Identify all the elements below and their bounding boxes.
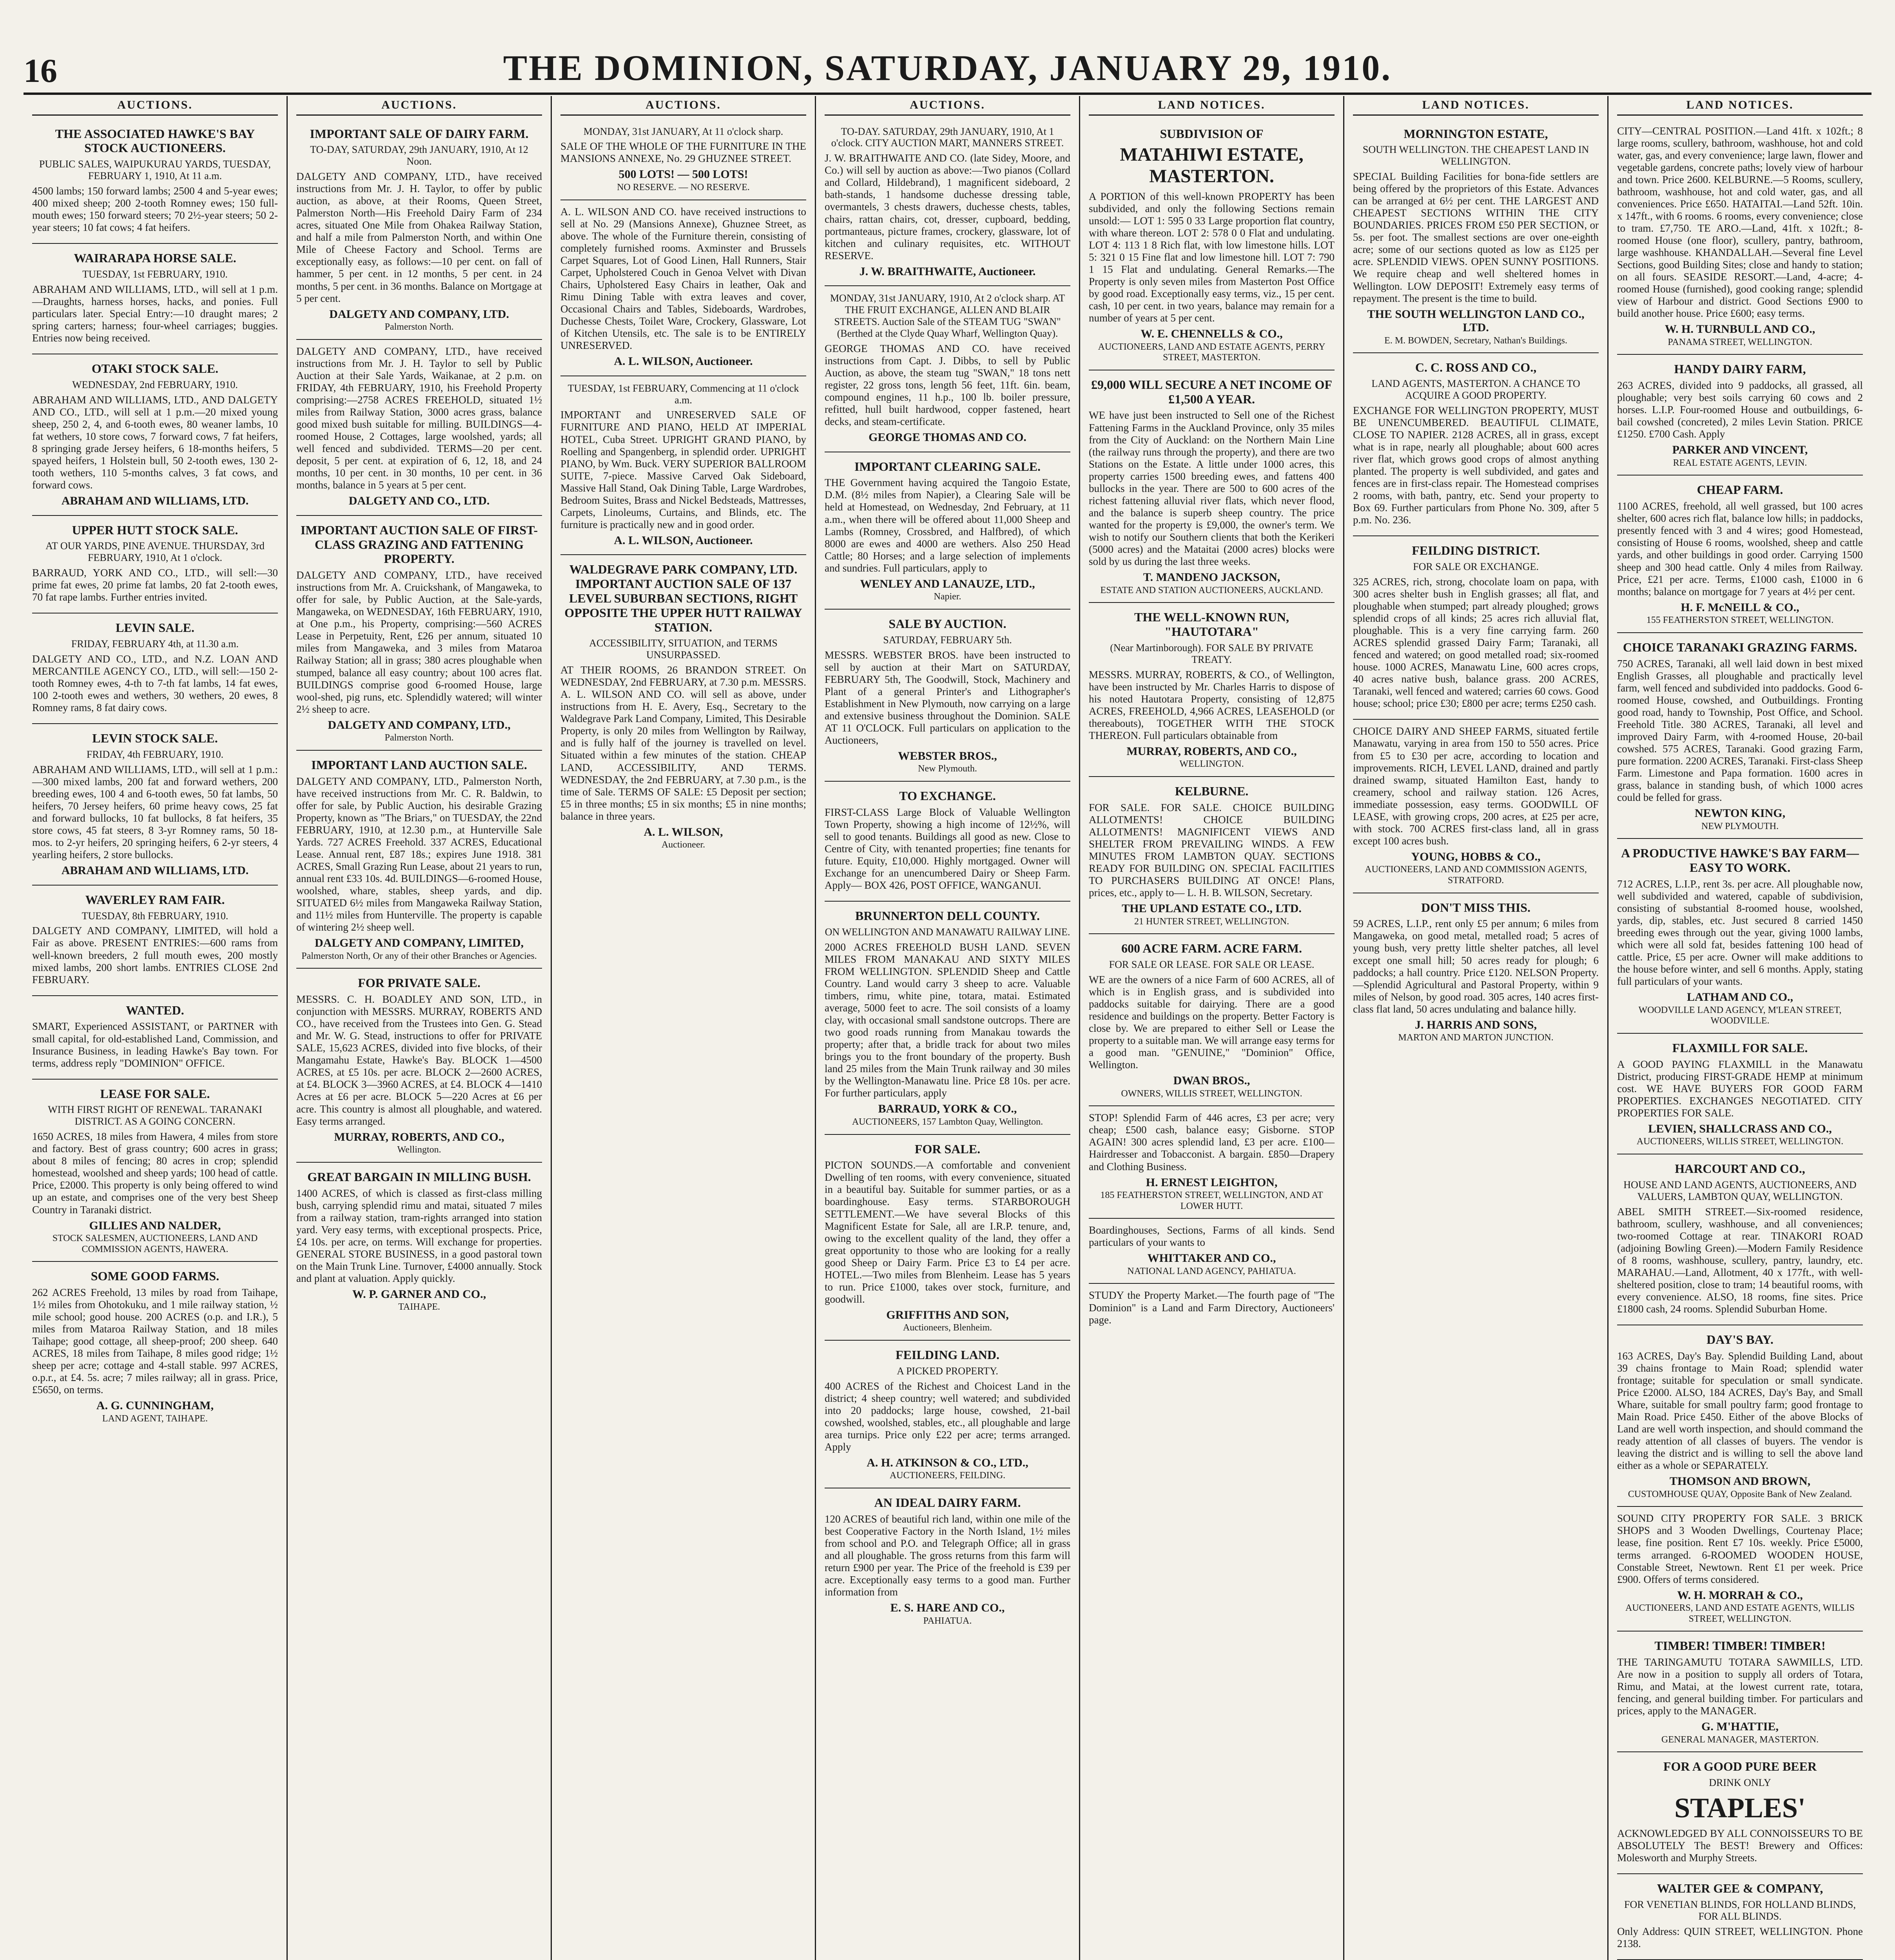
ad-body: 59 ACRES, L.I.P., rent only £5 per annum; 6 miles from Mangaweka, on good metal, metalled road; 5 acres of young bush, very pretty little shelter patches, all level except one small hill; 50 acres ready for plough; 6 paddocks; a hall country. Price £120. NELSON Property.—Splendid Agricultural and Pastoral Property, within 9 miles of Nelson, by good road. 305 acres, 140 acres first-class flat land, 50 acres undulating and balance hilly. xyxy=(1353,918,1599,1015)
ad-heading: FOR A GOOD PURE BEER xyxy=(1663,1759,1817,1774)
ad-body: 750 ACRES, Taranaki, all well laid down in best mixed English Grasses, all ploughable and practically level farm, well fenced and subdivided into paddocks. Good 6-roomed House, cowshed, and Outbuildings. Fronting good road, handy to Township, Post Office, and School. Freehold Title. 380 ACRES, Taranaki, all level and improved Dairy Farm, with 4-roomed House, 20-bail cowshed. 575 ACRES, Taranaki. Good grazing Farm, pure formation. 2200 ACRES, Taranaki. First-class Sheep Farm. Limestone and Papa formation. 1600 acres in grass, balance in standing bush, of which 1000 acres could be felled for grass. xyxy=(1617,657,1863,804)
column-heading: LAND NOTICES. xyxy=(1089,96,1335,116)
ad-subheading: TUESDAY, 8th FEBRUARY, 1910. xyxy=(82,910,228,922)
column-4 xyxy=(815,96,1079,1960)
advertisement xyxy=(1089,1219,1335,1284)
ad-signature: GEORGE THOMAS AND CO. xyxy=(869,431,1026,444)
ad-subheading: FRIDAY, 4th FEBRUARY, 1910. xyxy=(86,748,224,760)
advertisement xyxy=(1353,120,1599,354)
advertisement xyxy=(32,886,278,996)
advertisement xyxy=(1089,1106,1335,1219)
advertisement xyxy=(32,244,278,354)
masthead-rule xyxy=(24,93,1871,95)
ad-heading: CHOICE TARANAKI GRAZING FARMS. xyxy=(1623,640,1857,654)
advertisement xyxy=(1617,1507,1863,1632)
advertisement xyxy=(32,724,278,886)
advertisement xyxy=(1617,633,1863,839)
ad-body: A. L. WILSON AND CO. have received instructions to sell at No. 29 (Mansions Annexe), Ghuznee Street, as above. The whole of the Furniture therein, consisting of completely furnished rooms. Axminster and Brussels Carpet Squares, Lot of Good Linen, Hall Runners, Stair Carpet, Upholstered Couch in Genoa Velvet with Divan Chairs, Upholstered Easy Chairs in leather, Oak and Rimu Dining Table with extra leaves and cover, Occasional Chairs and Tables, Sideboards, Wardrobes, Duchesse Chests, Toilet Ware, Crockery, Glassware, Lot of Kitchen Utensils, etc. The sale is to be ENTIRELY UNRESERVED. xyxy=(560,205,806,352)
advertisement xyxy=(1617,1034,1863,1154)
ad-subheading: FRIDAY, FEBRUARY 4th, at 11.30 a.m. xyxy=(71,638,239,650)
ad-heading: KELBURNE. xyxy=(1175,784,1249,798)
ad-heading: SUBDIVISION OF xyxy=(1160,126,1264,141)
column-2 xyxy=(287,96,551,1960)
advertisement xyxy=(1617,1154,1863,1325)
ad-signature-detail: PANAMA STREET, WELLINGTON. xyxy=(1668,337,1812,347)
ad-body: 712 ACRES, L.I.P., rent 3s. per acre. All ploughable now, well subdivided and watered, capable of subdivision, consisting of substantial 8-roomed house, woolshed, yards, dip, stables, etc. Just secured 8 carried 1450 breeding ewes through out the year, giving 1000 lambs, which were all sold fat, besides fattening 100 head of cattle. Price, £5 per acre. Owner will make additions to the house before winter, and sell 6 months. Apply, stating full particulars of your wants. xyxy=(1617,878,1863,987)
ad-body: Boardinghouses, Sections, Farms of all kinds. Send particulars of your wants to xyxy=(1089,1224,1335,1249)
ad-signature-detail: WELLINGTON. xyxy=(1179,759,1244,769)
ad-signature-detail: STOCK SALESMEN, AUCTIONEERS, LAND AND COMMISSION AGENTS, HAWERA. xyxy=(52,1233,258,1254)
ad-signature-detail: MARTON AND MARTON JUNCTION. xyxy=(1398,1033,1554,1043)
ad-signature-detail: AUCTIONEERS, FEILDING. xyxy=(889,1470,1006,1481)
ad-signature-detail: PAHIATUA. xyxy=(923,1615,972,1626)
advertisement xyxy=(560,376,806,555)
advertisement xyxy=(32,996,278,1080)
ad-signature-detail: Palmerston North, Or any of their other Branches or Agencies. xyxy=(301,951,537,961)
ad-signature: G. M'HATTIE, xyxy=(1701,1720,1779,1733)
ad-heading: AN IDEAL DAIRY FARM. xyxy=(874,1495,1021,1510)
advertisement xyxy=(296,120,542,340)
ad-signature: LATHAM AND CO., xyxy=(1686,991,1793,1004)
ad-signature: THE UPLAND ESTATE CO., LTD. xyxy=(1122,902,1302,915)
ad-heading: OTAKI STOCK SALE. xyxy=(91,361,219,376)
ad-heading: GREAT BARGAIN IN MILLING BUSH. xyxy=(307,1169,531,1184)
ad-heading: WALDEGRAVE PARK COMPANY, LTD. IMPORTANT AUCTION SALE OF 137 LEVEL SUBURBAN SECTIONS, RIGHT OPPOSITE THE UPPER HUTT RAILWAY STATION. xyxy=(564,562,802,634)
ad-signature-detail: OWNERS, WILLIS STREET, WELLINGTON. xyxy=(1121,1088,1302,1099)
ad-body: CHOICE DAIRY AND SHEEP FARMS, situated fertile Manawatu, varying in area from 150 to 550 acres. Price from £5 to £30 per acre, according to location and improvements. RICH, LEVEL LAND, drained and partly drained swamp, situated Hamilton East, handy to creamery, school and railway station. 126 Acres, immediate possession, easy terms. GOODWILL OF LEASE, with growing crops, 200 acres, at £25 per acre, with stock. 700 ACRES first-class land, all in grass except 100 acres bush. xyxy=(1353,725,1599,847)
ad-body: IMPORTANT and UNRESERVED SALE OF FURNITURE AND PIANO, HELD AT IMPERIAL HOTEL, Cuba Street. UPRIGHT GRAND PIANO, by Roelling and Spangenberg, in splendid order. UPRIGHT PIANO, by Wm. Buck. VERY SUPERIOR BALLROOM SUITE, 7-piece. Massive Carved Oak Sideboard, Massive Hall Stand, Oak Dining Table, Large Wardrobes, Bedroom Suites, Brass and Nickel Bedsteads, Mattresses, Carpets, Linoleums, Curtains, and Blinds, etc. The furniture is practically new and in good order. xyxy=(560,409,806,530)
advertisement xyxy=(32,120,278,244)
ad-signature-detail: AUCTIONEERS, WILLIS STREET, WELLINGTON. xyxy=(1636,1136,1844,1147)
ad-subheading: TO-DAY, SATURDAY, 29th JANUARY, 1910, At 12 Noon. xyxy=(310,144,528,167)
ad-body: EXCHANGE FOR WELLINGTON PROPERTY, MUST BE UNENCUMBERED. BEAUTIFUL CLIMATE, CLOSE TO NAPIER. 2128 ACRES, all in grass, except what is in rape, nearly all ploughable; about 600 acres river flat, which grows good crops of almost anything planted. The property is well subdivided, and gates and fences are in first-class repair. The Homestead comprises 2 rooms, with bath, pantry, etc. Send your property to Box 69. Further particulars from Phone No. 309, after 5 p.m. No. 236. xyxy=(1353,404,1599,526)
ad-subheading: FOR SALE OR EXCHANGE. xyxy=(1413,561,1539,573)
ad-heading: IMPORTANT AUCTION SALE OF FIRST-CLASS GRAZING AND FATTENING PROPERTY. xyxy=(300,523,538,566)
ad-heading: TIMBER! TIMBER! TIMBER! xyxy=(1654,1639,1826,1653)
ad-heading: LEVIN SALE. xyxy=(116,621,194,635)
ad-body: DALGETY AND COMPANY, LIMITED, will hold a Fair as above. PRESENT ENTRIES:—600 rams from well-known breeders, 2 full mouth ewes, 200 mostly mixed lambs, 200 short lambs. ENTRIES CLOSE 2nd FEBRUARY. xyxy=(32,925,278,985)
ad-signature-detail: 185 FEATHERSTON STREET, WELLINGTON, AND AT LOWER HUTT. xyxy=(1100,1190,1323,1211)
ad-body: DALGETY AND COMPANY, LTD., have received instructions from Mr. A. Cruickshank, of Mangaweka, to offer for sale, by Public Auction, at the Sale-yards, Mangaweka, on WEDNESDAY, 16th FEBRUARY, 1910, at One p.m., his Property, comprising:—560 ACRES Lease in Perpetuity, Rent, £26 per annum, situated 10 miles from Mangaweka, and 3 miles from Mataroa Railway Station; all in grass; 380 acres ploughable when stumped, balance all easy country; about 100 acres flat. BUILDINGS comprise good 6-roomed House, large wool-shed, pig runs, etc. Splendidly watered; will winter 2½ sheep to acre. xyxy=(296,569,542,715)
ad-heading: UPPER HUTT STOCK SALE. xyxy=(72,523,238,537)
advertisement xyxy=(1089,1284,1335,1335)
column-1 xyxy=(24,96,287,1960)
ad-signature-detail: Wellington. xyxy=(397,1145,441,1155)
advertisement xyxy=(1089,934,1335,1106)
ad-body: 263 ACRES, divided into 9 paddocks, all grassed, all ploughable; very best soils carrying 60 cows and 2 horses. L.I.P. Four-roomed House and outbuildings, 6-bail cowshed (concreted), 2 miles Levin Station. PRICE £1250. £700 Cash. Apply xyxy=(1617,379,1863,440)
ad-subheading: ACCESSIBILITY, SITUATION, and TERMS UNSURPASSED. xyxy=(589,637,778,661)
ad-heading: 600 ACRE FARM. ACRE FARM. xyxy=(1121,941,1302,956)
column-5 xyxy=(1079,96,1343,1960)
ad-body: 262 ACRES Freehold, 13 miles by road from Taihape, 1½ miles from Ohotokuku, and 1 mile railway station, ½ mile school; good house. 200 ACRES (o.p. and I.R.), 5 miles from Mataroa Railway Station, and 18 miles Taihape; good cottage, all sheep-proof; 200 sheep. 640 ACRES, 18 miles from Taihape, 8 miles good ridge; 1½ sheep per acre; cottage and 4-stall stable. 997 ACRES, o.p.r., at £4. 5s. acre; 7 miles railway; all in grass. Price, £5650, on terms. xyxy=(32,1287,278,1396)
advertisement xyxy=(1089,603,1335,777)
ad-signature: YOUNG, HOBBS & CO., xyxy=(1411,850,1541,863)
ad-body: ACKNOWLEDGED BY ALL CONNOISSEURS TO BE ABSOLUTELY The BEST! Brewery and Offices: Molesworth and Murphy Streets. xyxy=(1617,1827,1863,1864)
ad-signature-detail: CUSTOMHOUSE QUAY, Opposite Bank of New Zealand. xyxy=(1628,1489,1852,1499)
ad-subheading: SOUTH WELLINGTON. THE CHEAPEST LAND IN WELLINGTON. xyxy=(1362,144,1589,167)
ad-heading: IMPORTANT SALE OF DAIRY FARM. xyxy=(310,126,529,141)
ad-signature-detail: NO RESERVE. — NO RESERVE. xyxy=(617,182,750,192)
advertisement xyxy=(1617,1752,1863,1874)
ad-signature-detail: ESTATE AND STATION AUCTIONEERS, AUCKLAND. xyxy=(1100,585,1323,595)
advertisement xyxy=(1617,475,1863,633)
ad-body: FOR SALE. FOR SALE. CHOICE BUILDING ALLOTMENTS! CHOICE BUILDING ALLOTMENTS! MAGNIFICENT VIEWS AND SHELTER FROM PREVAILING WINDS. A FEW MINUTES FROM LAMBTON QUAY. SECTIONS READY FOR BUILDING ON. SPECIAL FACILITIES TO PURCHASERS BUILDING AT ONCE! Plans, prices, etc., apply to— L. H. B. WILSON, Secretary. xyxy=(1089,801,1335,899)
ad-signature: J. W. BRAITHWAITE, Auctioneer. xyxy=(859,265,1036,278)
ad-signature: J. HARRIS AND SONS, xyxy=(1415,1018,1537,1031)
advertisement xyxy=(1089,120,1335,370)
ad-signature-detail: 155 FEATHERSTON STREET, WELLINGTON. xyxy=(1646,615,1834,626)
ad-signature-detail: LAND AGENT, TAIHAPE. xyxy=(102,1413,208,1424)
ad-body: DALGETY AND COMPANY, LTD., have received instructions from Mr. J. H. Taylor, to offer by public auction, as above, at their Rooms, Queen Street, Palmerston North—His Freehold Dairy Farm of 234 acres, situated One Mile from Ohakea Railway Station, and half a mile from Palmerston North, and within One Mile of Cheese Factory and School. Terms are exceptionally easy, as follows:—10 per cent. on fall of hammer, 5 per cent. in 12 months, 5 per cent. in 24 months, 5 per cent. in 36 months. Balance on Mortgage at 5 per cent. xyxy=(296,171,542,304)
advertisement xyxy=(32,1262,278,1430)
ad-heading: LEVIN STOCK SALE. xyxy=(92,731,218,746)
ad-display-heading: MATAHIWI ESTATE, MASTERTON. xyxy=(1120,144,1304,187)
ad-signature-detail: E. M. BOWDEN, Secretary, Nathan's Buildings. xyxy=(1384,335,1567,346)
ad-signature-detail: Palmerston North. xyxy=(384,322,454,332)
ad-heading: LEASE FOR SALE. xyxy=(100,1086,210,1101)
advertisement xyxy=(296,340,542,516)
ad-signature: H. ERNEST LEIGHTON, xyxy=(1146,1176,1278,1189)
ad-body: GEORGE THOMAS AND CO. have received instructions from Capt. J. Dibbs, to sell by Public Auction, as above, the steam tug "SWAN," 18 tons nett register, 22 gross tons, length 56 feet, 11ft. 6in. beam, compound engines, 11 h.p., 100 lb. boiler pressure, refitted, hull built hardwood, copper fastened, heart decks, and steam-certificate. xyxy=(825,342,1070,428)
ad-signature-detail: TAIHAPE. xyxy=(398,1302,440,1312)
advertisement xyxy=(1353,353,1599,536)
ad-body: SPECIAL Building Facilities for bona-fide settlers are being offered by the proprietors of this Estate. Advances can be arranged at 6½ per cent. THE LARGEST AND CHEAPEST SECTIONS WITHIN THE CITY BOUNDARIES. PRICES FROM £50 PER SECTION, or 5s. per foot. The smallest sections are over one-eighth acre; some of our sections quoted as low as £125 per acre. SPLENDID VIEWS. OPEN SUNNY POSITIONS. We require cheap and well sheltered homes in Wellington. LOW DEPOSIT! Extremely easy terms of repayment. The present is the time to build. xyxy=(1353,171,1599,304)
columns xyxy=(24,96,1871,1960)
ad-signature-detail: GENERAL MANAGER, MASTERTON. xyxy=(1661,1734,1819,1745)
ad-signature: WHITTAKER AND CO., xyxy=(1147,1252,1276,1265)
ad-heading: FLAXMILL FOR SALE. xyxy=(1672,1040,1808,1055)
ad-body: STUDY the Property Market.—The fourth page of "The Dominion" is a Land and Farm Directory, Auctioneers' page. xyxy=(1089,1289,1335,1326)
ad-display-heading: STAPLES' xyxy=(1674,1792,1806,1824)
ad-subheading: SATURDAY, FEBRUARY 5th. xyxy=(883,634,1012,646)
ad-signature: DWAN BROS., xyxy=(1173,1074,1250,1087)
column-7 xyxy=(1607,96,1871,1960)
ad-signature: WEBSTER BROS., xyxy=(898,749,997,762)
ad-heading: CHEAP FARM. xyxy=(1697,483,1783,497)
column-6 xyxy=(1343,96,1607,1960)
ad-heading: DON'T MISS THIS. xyxy=(1421,900,1531,915)
ad-body: SOUND CITY PROPERTY FOR SALE. 3 BRICK SHOPS and 3 Wooden Dwellings, Courtenay Place; lease, fine position. Rent £7 10s. weekly. Price £5000, terms arranged. 6-ROOMED WOODEN HOUSE, Constable Street, Newtown. Rent £1 per week. Price £900. Offers of terms considered. xyxy=(1617,1512,1863,1585)
advertisement xyxy=(825,1135,1070,1341)
ad-heading: SALE BY AUCTION. xyxy=(889,616,1006,631)
ad-subheading: TO-DAY. SATURDAY, 29th JANUARY, 1910, At 1 o'clock. CITY AUCTION MART, MANNERS STREET. xyxy=(831,125,1064,149)
ad-signature-detail: 21 HUNTER STREET, WELLINGTON. xyxy=(1134,916,1289,927)
ad-heading: FEILDING LAND. xyxy=(896,1347,999,1362)
ad-signature: A. L. WILSON, xyxy=(644,825,723,838)
advertisement xyxy=(560,200,806,376)
ad-body: WE have just been instructed to Sell one of the Richest Fattening Farms in the Auckland Province, only 35 miles from the City of Auckland: on the Northern Main Line (the railway runs through the property), and there are two Stations on the Estate. A little under 1000 acres, this property carries 1500 breeding ewes, and fattens 400 bullocks in the year. There are 500 to 600 acres of the richest fattening alluvial river flats, which never flood, and the balance is superb sheep country. The price wanted for the property is £9,000, the owner's term. We wish to notify our Southern clients that both the Kerikeri (5000 acres) and the Mataitai (2000 acres) blocks were sold by us during the last three weeks. xyxy=(1089,409,1335,568)
ad-heading: WANTED. xyxy=(126,1003,184,1017)
advertisement xyxy=(32,516,278,614)
advertisement xyxy=(1353,720,1599,893)
ad-signature: MURRAY, ROBERTS, AND CO., xyxy=(1126,744,1297,758)
advertisement xyxy=(825,120,1070,287)
advertisement xyxy=(825,902,1070,1134)
ad-subheading: MONDAY, 31st JANUARY, 1910, At 2 o'clock sharp. AT THE FRUIT EXCHANGE, ALLEN AND BLAIR STREETS. Auction Sale of the STEAM TUG "SWAN" (Berthed at the Clyde Quay Wharf, Wellington Quay). xyxy=(830,292,1065,339)
ad-subheading: DRINK ONLY xyxy=(1709,1777,1771,1789)
ad-subheading: MONDAY, 31st JANUARY, At 11 o'clock sharp. xyxy=(583,125,783,137)
ad-heading: BRUNNERTON DELL COUNTY. xyxy=(855,909,1040,923)
ad-body: ABEL SMITH STREET.—Six-roomed residence, bathroom, scullery, washhouse, and all conveniences; two-roomed Cottage at rear. TINAKORI ROAD (adjoining Bowling Green).—Modern Family Residence of 8 rooms, washhouse, scullery, pantry, laundry, etc. MARAHAU.—Land, Allotment, 40 x 177ft., with well-sheltered position, close to tram; 14 beautiful rooms, with every convenience. ALSO, 18 rooms, fine sites. Price £1800 cash, 24 rooms. Splendid Suburban Home. xyxy=(1617,1205,1863,1315)
ad-heading: HARCOURT AND CO., xyxy=(1675,1161,1805,1176)
advertisement xyxy=(296,751,542,969)
ad-signature: W. H. TURNBULL AND CO., xyxy=(1665,323,1815,336)
ad-body: PICTON SOUNDS.—A comfortable and convenient Dwelling of ten rooms, with every convenience, situated in a beautiful bay. Suitable for summer parties, or as a boardinghouse. Easy terms. STARBOROUGH SETTLEMENT.—We have several Blocks of this Magnificent Estate for Sale, all are I.R.P. tenure, and, owing to the excellent quality of the land, they offer a great opportunity to those who are looking for a really good Sheep or Dairy Farm. Price £3 to £4 per acre. HOTEL.—Two miles from Blenheim. Lease has 5 years to run. Price £1000, takes over stock, furniture, and goodwill. xyxy=(825,1159,1070,1305)
advertisement xyxy=(296,516,542,751)
column-heading: LAND NOTICES. xyxy=(1353,96,1599,116)
advertisement xyxy=(825,286,1070,452)
page-number: 16 xyxy=(24,52,57,89)
ad-heading: MORNINGTON ESTATE, xyxy=(1404,126,1548,141)
ad-signature: PARKER AND VINCENT, xyxy=(1672,443,1808,457)
ad-signature-detail: REAL ESTATE AGENTS, LEVIN. xyxy=(1673,457,1807,468)
ad-heading: HANDY DAIRY FARM, xyxy=(1674,362,1806,376)
ad-body: MESSRS. MURRAY, ROBERTS, & CO., of Wellington, have been instructed by Mr. Charles Harris to dispose of his noted Hautotara Property, consisting of 12,875 ACRES, FREEHOLD, 4,966 ACRES, LEASEHOLD (or thereabouts), TOGETHER WITH THE STOCK THEREON. Full particulars obtainable from xyxy=(1089,668,1335,741)
ad-signature: WENLEY AND LANAUZE, LTD., xyxy=(860,577,1035,590)
ad-subheading: HOUSE AND LAND AGENTS, AUCTIONEERS, AND VALUERS, LAMBTON QUAY, WELLINGTON. xyxy=(1623,1179,1857,1202)
ad-body: 400 ACRES of the Richest and Choicest Land in the district; 4 sheep country; well watered; and subdivided into 20 paddocks; large house, cowshed, 21-bail cowshed, woolshed, stables, etc., all ploughable and large area turnips. Price only £22 per acre; terms arranged. Apply xyxy=(825,1380,1070,1453)
advertisement xyxy=(825,782,1070,902)
ad-subheading: ON WELLINGTON AND MANAWATU RAILWAY LINE. xyxy=(825,926,1070,938)
advertisement xyxy=(560,120,806,200)
ad-body: AT THEIR ROOMS, 26 BRANDON STREET. On WEDNESDAY, 2nd FEBRUARY, at 7.30 p.m. MESSRS. A. L. WILSON AND CO. will sell as above, under instructions from H. E. Avery, Esq., Secretary to the Waldegrave Park Land Company, Limited, This Desirable Property, is only 20 miles from Wellington by Railway, and is fully half of the journey is travelled on level. Situated within a few minutes of the station. CHEAP LAND, ACCESSIBILITY, AND TERMS. WEDNESDAY, the 2nd FEBRUARY, at 7.30 p.m., is the time of Sale. TERMS OF SALE: £5 Deposit per section; £5 in three months; £5 in six months; £5 in nine months; balance in three years. xyxy=(560,664,806,822)
ad-body: THE Government having acquired the Tangoio Estate, D.M. (8½ miles from Napier), a Clearing Sale will be held at Homestead, on Wednesday, 2nd February, at 11 a.m., when there will be offered about 11,000 Sheep and Lambs (Romney, Crossbred, and Halfbred), of which 8000 are ewes and 4000 are wethers. Also 250 Head Cattle; 80 Horses; and a large selection of implements and sundries. Full particulars, apply to xyxy=(825,477,1070,574)
ad-body: STOP! Splendid Farm of 446 acres, £3 per acre; very cheap; £500 cash, balance easy; Gisborne. STOP AGAIN! 300 acres splendid land, £3 per acre. £100—Hairdresser and Tobacconist. A bargain. £850—Drapery and Clothing Business. xyxy=(1089,1112,1335,1172)
ad-body: 325 ACRES, rich, strong, chocolate loam on papa, with 300 acres shelter bush in English grasses; all flat, and ploughable when stumped; part already ploughed; grows splendid crops of all kinds; 25 acres rich alluvial flat, ploughable. This is a very fine carrying farm. 260 ACRES splendid grassed Dairy Farm; Taranaki, all fenced and watered; on good metalled road; six-roomed house. 1000 ACRES, Manawatu Line, 600 acres crops, 40 acres native bush, balance grass. 200 ACRES, Taranaki, well fenced and watered; carries 60 cows. Good house; school; price £30; £800 per acre; terms £250 cash. xyxy=(1353,575,1599,710)
ad-body: 120 ACRES of beautiful rich land, within one mile of the best Cooperative Factory in the North Island, 1½ miles from school and P.O. and Telegraph Office; all in grass and all ploughable. The gross returns from this farm will return £900 per year. The Price of the freehold is £39 per acre. Exceptionally easy terms to a good man. Further information from xyxy=(825,1513,1070,1598)
ad-signature-detail: Auctioneer. xyxy=(661,840,705,850)
ad-body: SALE OF THE WHOLE OF THE FURNITURE IN THE MANSIONS ANNEXE, No. 29 GHUZNEE STREET. xyxy=(560,140,806,165)
ad-subheading: PUBLIC SALES, WAIPUKURAU YARDS, TUESDAY, FEBRUARY 1, 1910, At 11 a.m. xyxy=(39,158,271,181)
ad-signature: A. G. CUNNINGHAM, xyxy=(96,1399,214,1412)
ad-signature: NEWTON KING, xyxy=(1694,807,1786,820)
ad-heading: FOR PRIVATE SALE. xyxy=(358,976,481,990)
advertisement xyxy=(32,354,278,516)
ad-body: ABRAHAM AND WILLIAMS, LTD., will sell at 1 p.m.:—300 mixed lambs, 200 fat and forward wethers, 200 breeding ewes, 100 4 and 6-tooth ewes, 50 fat lambs, 50 heifers, 70 Jersey heifers, 60 prime heavy cows, 25 fat and forward bullocks, 10 fat bullocks, 8 fat heifers, 35 store cows, 45 fat steers, 8 3-yr Romney rams, 50 18-mos. to 2-yr heifers, 20 springing heifers, 6 2-yr steers, 4 yearling heifers, 2 store bullocks. xyxy=(32,763,278,861)
ad-signature: ABRAHAM AND WILLIAMS, LTD. xyxy=(61,864,249,877)
ad-body: ABRAHAM AND WILLIAMS, LTD., AND DALGETY AND CO., LTD., will sell at 1 p.m.—20 mixed young sheep, 250 2, 4, and 6-tooth ewes, 80 weaner lambs, 10 fat wethers, 10 store cows, 7 forward cows, 7 fat heifers, 8 springing grade Jersey heifers, 6 18-months heifers, 5 spayed heifers, 1 Holstein bull, 50 2-tooth ewes, 130 2-tooth wethers, 110 5-months calves, 3 fat cows, and forward cows. xyxy=(32,394,278,491)
advertisement xyxy=(1617,1874,1863,1960)
ad-body: DALGETY AND COMPANY, LTD., have received instructions from Mr. J. H. Taylor to sell by Public Auction at their Sale Yards, Waikanae, at 2 p.m. on FRIDAY, 4th FEBRUARY, 1910, his Freehold Property comprising:—2758 ACRES FREEHOLD, situated 1½ miles from Railway Station, 3000 acres grass, balance good mixed bush suitable for milling. BUILDINGS—4-roomed House, 2 Cottages, large woolshed, yards; all well fenced and subdivided. TERMS—20 per cent. deposit, 5 per cent. at expiration of 6, 12, 18, and 24 months, 10 per cent. in 30 months, 10 per cent. in 36 months, balance in 5 years at 5 per cent. xyxy=(296,345,542,491)
column-heading: LAND NOTICES. xyxy=(1617,96,1863,116)
ad-signature: BARRAUD, YORK & CO., xyxy=(878,1102,1017,1116)
column-heading: AUCTIONS. xyxy=(296,96,542,116)
advertisement xyxy=(1617,355,1863,475)
advertisement xyxy=(32,613,278,724)
ad-body: MESSRS. WEBSTER BROS. have been instructed to sell by auction at their Mart on SATURDAY, FEBRUARY 5th, The Goodwill, Stock, Machinery and Plant of a general Printer's and Lithographer's Establishment in New Plymouth, now carrying on a large and extensive business throughout the Dominion. SALE AT 11 O'CLOCK. Full particulars on application to the Auctioneers, xyxy=(825,649,1070,746)
column-heading: AUCTIONS. xyxy=(560,96,806,116)
advertisement xyxy=(1617,1325,1863,1507)
advertisement xyxy=(825,1341,1070,1488)
ad-body: A PORTION of this well-known PROPERTY has been subdivided, and only the following Sections remain unsold:— LOT 1: 595 0 33 Large proportion flat country, with whare thereon. LOT 2: 578 0 0 Flat and undulating. LOT 4: 113 1 8 Rich flat, with low limestone hills. LOT 5: 321 0 15 Fine flat and low limestone hill. LOT 7: 790 1 15 Flat and undulating. General Remarks.—The Property is only seven miles from Masterton Post Office by good road. Exceptionally easy terms, viz., 15 per cent. cash, 10 per cent. in two years, balance may remain for a number of years at 5 per cent. xyxy=(1089,190,1335,324)
ad-signature: DALGETY AND COMPANY, LTD., xyxy=(328,718,511,731)
ad-body: 4500 lambs; 150 forward lambs; 2500 4 and 5-year ewes; 400 mixed sheep; 200 2-tooth Romney ewes; 150 full-mouth ewes; 150 forward steers; 70 2½-year steers; 50 2-year steers; 10 fat cows; 4 fat heifers. xyxy=(32,185,278,234)
ad-body: ABRAHAM AND WILLIAMS, LTD., will sell at 1 p.m.—Draughts, harness horses, hacks, and ponies. Full particulars later. Special Entry:—10 draught mares; 2 spring carters; harness; four-wheel carriages; buggies. Entries now being received. xyxy=(32,283,278,344)
ad-signature: A. L. WILSON, Auctioneer. xyxy=(614,355,753,368)
advertisement xyxy=(1617,1632,1863,1752)
ad-heading: DAY'S BAY. xyxy=(1706,1332,1774,1347)
ad-signature-detail: NATIONAL LAND AGENCY, PAHIATUA. xyxy=(1127,1266,1296,1276)
ad-heading: FOR SALE. xyxy=(914,1142,981,1156)
ad-signature: GRIFFITHS AND SON, xyxy=(886,1308,1009,1321)
ad-body: 163 ACRES, Day's Bay. Splendid Building Land, about 39 chains frontage to Main Road; splendid water frontage; suitable for speculation or small syndicate. Price £2000. ALSO, 184 ACRES, Day's Bay, and Small Whare, suitable for small poultry farm; good frontage to Main Road. Price £450. Either of the above Blocks of Land are well worth inspection, and should command the ready attention of all classes of buyers. The vendor is leaving the district and is willing to sell the above land either as a whole or SEPARATELY. xyxy=(1617,1350,1863,1472)
page-title: THE DOMINION, SATURDAY, JANUARY 29, 1910. xyxy=(503,48,1392,88)
advertisement xyxy=(32,1080,278,1262)
ad-body: DALGETY AND CO., LTD., and N.Z. LOAN AND MERCANTILE AGENCY CO., LTD., will sell:—150 2-tooth Romney ewes, 4-th to 7-th fat lambs, 14 fat ewes, 100 2-tooth ewes and wethers, 30 wethers, 20 ewes, 8 Romney rams, 8 fat dairy cows. xyxy=(32,653,278,714)
ad-body: DALGETY AND COMPANY, LTD., Palmerston North, have received instructions from Mr. C. R. Baldwin, to offer for sale, by Public Auction, his desirable Grazing Property, known as "The Briars," on TUESDAY, the 22nd FEBRUARY, 1910, at 12.30 p.m., at Hunterville Sale Yards. 727 ACRES Freehold. 337 ACRES, Educational Lease. Annual rent, £87 18s.; expires June 1918. 381 ACRES, Small Grazing Run Lease, about 21 years to run, annual rent £33 10s. 4d. BUILDINGS—6-roomed House, woolshed, whare, stables, sheep yards, and dip. SITUATED 6½ miles from Mangaweka Railway Station, and 11½ miles from Hunterville. The property is capable of wintering 2½ sheep well. xyxy=(296,775,542,933)
advertisement xyxy=(1089,370,1335,603)
ad-subheading: A PICKED PROPERTY. xyxy=(897,1365,998,1377)
ad-heading: THE ASSOCIATED HAWKE'S BAY STOCK AUCTIONEERS. xyxy=(55,126,255,155)
advertisement xyxy=(825,1488,1070,1633)
ad-subheading: WEDNESDAY, 2nd FEBRUARY, 1910. xyxy=(72,379,238,390)
ad-body: Only Address: QUIN STREET, WELLINGTON. Phone 2138. xyxy=(1617,1925,1863,1949)
ad-signature: DALGETY AND COMPANY, LIMITED, xyxy=(314,936,524,950)
ad-signature: W. H. MORRAH & CO., xyxy=(1677,1588,1803,1602)
ad-signature-detail: AUCTIONEERS, 157 Lambton Quay, Wellington. xyxy=(852,1116,1043,1127)
ad-body: 1100 ACRES, freehold, all well grassed, but 100 acres shelter, 600 acres rich flat, balance low hills; in paddocks, presently fenced with 3 and 4 wires; good Homestead, consisting of House 6 rooms, woolshed, sheep and cattle yards, and other buildings in good order. Carrying 1500 sheep and 300 head cattle. Only 4 miles from Railway. Price, £21 per acre. Terms, £1000 cash, £1000 in 6 months; balance on mortgage for 7 years at 4½ per cent. xyxy=(1617,500,1863,597)
ad-body: CITY—CENTRAL POSITION.—Land 41ft. x 102ft.; 8 large rooms, scullery, bathroom, washhouse, hot and cold water, gas, and every convenience; large lawn, flower and vegetable gardens, concrete paths; lovely view of harbour and town. Price 2600. KELBURNE.—5 Rooms, scullery, bathroom, washhouse, hot and cold water, gas, and all conveniences. Price £650. HATAITAI.—Land 52ft. 10in. x 147ft., with 6 rooms. 6 rooms, every convenience; close to tram. £7,750. TE ARO.—Land, 41ft. x 102ft.; 8-roomed House (one floor), scullery, pantry, bathroom, large washhouse. KHANDALLAH.—Several fine Level Sections, good Building Sites; close and handy to station; on all fours. SEASIDE RESORT.—Land, 4-acre; 4-roomed House (furnished), good cooking range; splendid view of Harbour and district. Good Sections £900 to build another house. Price £600; easy terms. xyxy=(1617,125,1863,319)
ad-signature-detail: AUCTIONEERS, LAND AND COMMISSION AGENTS, STRATFORD. xyxy=(1365,864,1587,886)
ad-body: THE TARINGAMUTU TOTARA SAWMILLS, LTD. Are now in a position to supply all orders of Totara, Rimu, and Matai, at the lowest current rate, totara, fencing, and general building timber. For particulars and prices, apply to the MANAGER. xyxy=(1617,1656,1863,1717)
advertisement xyxy=(560,555,806,857)
ad-signature-detail: New Plymouth. xyxy=(918,764,977,774)
ad-heading: FEILDING DISTRICT. xyxy=(1412,543,1540,558)
column-3 xyxy=(551,96,815,1960)
ad-signature-detail: Napier. xyxy=(934,592,961,602)
ad-signature: ABRAHAM AND WILLIAMS, LTD. xyxy=(61,494,249,508)
ad-signature: W. E. CHENNELLS & CO., xyxy=(1141,327,1283,341)
advertisement xyxy=(1353,536,1599,720)
advertisement xyxy=(296,969,542,1162)
ad-subheading: AT OUR YARDS, PINE AVENUE. THURSDAY, 3rd FEBRUARY, 1910, At 1 o'clock. xyxy=(45,540,265,564)
ad-signature: 500 LOTS! — 500 LOTS! xyxy=(618,168,748,181)
ad-heading: TO EXCHANGE. xyxy=(899,789,996,803)
ad-signature-detail: NEW PLYMOUTH. xyxy=(1701,821,1779,831)
advertisement xyxy=(825,610,1070,782)
ad-heading: C. C. ROSS AND CO., xyxy=(1415,360,1537,375)
ad-body: SMART, Experienced ASSISTANT, or PARTNER with small capital, for old-established Land, Commission, and Insurance Business, in leading Hawke's Bay town. For terms, address reply "DOMINION" OFFICE. xyxy=(32,1020,278,1069)
ad-signature-detail: WOODVILLE LAND AGENCY, M'LEAN STREET, WOODVILLE. xyxy=(1638,1005,1842,1026)
ad-subheading: (Near Martinborough). FOR SALE BY PRIVATE TREATY. xyxy=(1110,642,1313,665)
advertisement xyxy=(1089,777,1335,934)
ad-signature: T. MANDENO JACKSON, xyxy=(1143,571,1280,584)
ad-body: 1400 ACRES, of which is classed as first-class milling bush, carrying splendid rimu and matai, situated 7 miles from a railway station, tram-rights arranged into station yard. Very easy terms, with exceptional prospects. Price, £4 10s. per acre, on terms. Will exchange for properties. GENERAL STORE BUSINESS, in a good pastoral town on the Main Trunk Line. Turnover, £4000 annually. Stock and plant at valuation. Apply quickly. xyxy=(296,1187,542,1284)
ad-signature: W. P. GARNER AND CO., xyxy=(352,1287,486,1301)
ad-body: BARRAUD, YORK AND CO., LTD., will sell:—30 prime fat ewes, 20 prime fat lambs, 20 fat 2-tooth ewes, 70 fat rape lambs. Further entries invited. xyxy=(32,567,278,603)
ad-signature: THOMSON AND BROWN, xyxy=(1669,1475,1811,1488)
ad-subheading: WITH FIRST RIGHT OF RENEWAL. TARANAKI DISTRICT. AS A GOING CONCERN. xyxy=(48,1104,262,1127)
advertisement xyxy=(1617,839,1863,1034)
ad-body: J. W. BRAITHWAITE AND CO. (late Sidey, Moore, and Co.) will sell by auction as above:—Two pianos (Collard and Collard, Hildebrand), 1 magnificent sideboard, 2 bath-stands, 1 handsome duchesse dressing table, overmantels, 3 chests drawers, duchesse chests, tables, chairs, rattan chairs, cot, dresser, cupboard, bedding, portmanteaus, picture frames, crockery, glassware, lot of kitchen and culinary requisites, etc. WITHOUT RESERVE. xyxy=(825,152,1070,261)
ad-signature: LEVIEN, SHALLCRASS AND CO., xyxy=(1648,1122,1832,1135)
ad-signature: DALGETY AND COMPANY, LTD. xyxy=(329,307,509,321)
advertisement xyxy=(1353,893,1599,1050)
ad-body: 1650 ACRES, 18 miles from Hawera, 4 miles from store and factory. Best of grass country; 600 acres in grass; about 8 miles of fencing; 80 acres in crop; splendid homestead, woolshed and sheep yards; 100 head of cattle. Price, £2000. This property is only being offered to wind up an estate, and comprises one of the very best Sheep Country in Taranaki district. xyxy=(32,1131,278,1216)
ad-signature-detail: Auctioneers, Blenheim. xyxy=(903,1323,992,1333)
ad-body: FIRST-CLASS Large Block of Valuable Wellington Town Property, showing a high income of 12½%, will sell to good tenants. Buildings all good as new. Close to Centre of City, with tenanted properties; fine tenants for future. Equity, £10,000. Highly mortgaged. Owner will Exchange for an unencumbered Dairy or Sheep Farm. Apply— BOX 426, POST OFFICE, WANGANUI. xyxy=(825,806,1070,891)
ad-subheading: FOR VENETIAN BLINDS, FOR HOLLAND BLINDS, FOR ALL BLINDS. xyxy=(1624,1898,1856,1922)
ad-heading: WALTER GEE & COMPANY, xyxy=(1657,1881,1823,1896)
ad-heading: SOME GOOD FARMS. xyxy=(91,1269,219,1283)
ad-body: 2000 ACRES FREEHOLD BUSH LAND. SEVEN MILES FROM MANAKAU AND SIXTY MILES FROM WELLINGTON. SPLENDID Sheep and Cattle Country. Land would carry 3 sheep to acre. Valuable timbers, rimu, white pine, totara, matai. Estimated average, 5000 feet to acre. The soil consists of a loamy clay, with occasional small sandstone outcrops. There are two good roads running from Manakau towards the property; after that, a bridle track for about two miles brings you to the front boundary of the property. Bush land 25 miles from the Main Trunk railway and 30 miles by the Wellington-Manawatu line. Price £8 10s. per acre. For further particulars, apply xyxy=(825,941,1070,1099)
advertisement xyxy=(296,1163,542,1319)
ad-body: A GOOD PAYING FLAXMILL in the Manawatu District, producing FIRST-GRADE HEMP at minimum cost. WE HAVE BUYERS FOR GOOD FARM PROPERTIES. EXCHANGES NEGOTIATED. CITY PROPERTIES FOR SALE. xyxy=(1617,1058,1863,1119)
ad-signature-detail: AUCTIONEERS, LAND AND ESTATE AGENTS, PERRY STREET, MASTERTON. xyxy=(1098,341,1326,363)
ad-subheading: LAND AGENTS, MASTERTON. A CHANCE TO ACQUIRE A GOOD PROPERTY. xyxy=(1371,377,1580,401)
column-heading: AUCTIONS. xyxy=(825,96,1070,116)
ad-signature: E. S. HARE AND CO., xyxy=(890,1601,1005,1615)
ad-heading: WAIRARAPA HORSE SALE. xyxy=(74,251,236,265)
ad-signature: H. F. McNEILL & CO., xyxy=(1681,601,1799,614)
masthead xyxy=(24,47,1871,90)
ad-signature: GILLIES AND NALDER, xyxy=(89,1219,221,1232)
ad-signature: THE SOUTH WELLINGTON LAND CO., LTD. xyxy=(1367,307,1585,334)
ad-subheading: FOR SALE OR LEASE. FOR SALE OR LEASE. xyxy=(1109,958,1315,970)
column-heading: AUCTIONS. xyxy=(32,96,278,116)
ad-subheading: TUESDAY, 1st FEBRUARY, 1910. xyxy=(82,268,228,280)
ad-signature-detail: AUCTIONEERS, LAND AND ESTATE AGENTS, WILLIS STREET, WELLINGTON. xyxy=(1625,1603,1855,1624)
ad-signature: A. L. WILSON, Auctioneer. xyxy=(614,534,753,547)
ad-heading: THE WELL-KNOWN RUN, "HAUTOTARA" xyxy=(1134,610,1289,639)
ad-heading: £9,000 WILL SECURE A NET INCOME OF £1,500 A YEAR. xyxy=(1091,377,1332,406)
ad-heading: IMPORTANT CLEARING SALE. xyxy=(854,459,1041,474)
ad-signature: DALGETY AND CO., LTD. xyxy=(348,494,490,508)
ad-signature: A. H. ATKINSON & CO., LTD., xyxy=(867,1456,1028,1469)
advertisement xyxy=(825,452,1070,610)
ad-body: WE are the owners of a nice Farm of 600 ACRES, all of which is in English grass, and is subdivided into paddocks suitable for dairying. There are a good residence and buildings on the property. Better Factory is close by. We are prepared to either Sell or Lease the property to a suitable man. We will arrange easy terms for a good man. "GENUINE," "Dominion" Office, Wellington. xyxy=(1089,973,1335,1071)
ad-signature: MURRAY, ROBERTS, AND CO., xyxy=(334,1130,504,1143)
ad-subheading: TUESDAY, 1st FEBRUARY, Commencing at 11 o'clock a.m. xyxy=(568,382,799,406)
ad-body: MESSRS. C. H. BOADLEY AND SON, LTD., in conjunction with MESSRS. MURRAY, ROBERTS AND CO., have received from the Trustees into Gen. G. Stead and Mr. W. G. Stead, instructions to offer for PRIVATE SALE, 15,623 ACRES, divided into five blocks, of their Mangamahu Estate, Hawke's Bay. BLOCK 1—4500 ACRES, at £5 10s. per acre. BLOCK 2—2600 ACRES, at £4. BLOCK 3—3960 ACRES, at £4. BLOCK 4—1410 Acres at £6 per acre. BLOCK 5—220 Acres at £6 per acre. This country is almost all ploughable, and watered. Easy terms arranged. xyxy=(296,993,542,1127)
ad-heading: A PRODUCTIVE HAWKE'S BAY FARM—EASY TO WORK. xyxy=(1621,846,1859,875)
advertisement xyxy=(1617,120,1863,355)
ad-heading: IMPORTANT LAND AUCTION SALE. xyxy=(311,757,527,772)
ad-heading: WAVERLEY RAM FAIR. xyxy=(85,892,225,907)
ad-signature-detail: Palmerston North. xyxy=(384,733,454,743)
